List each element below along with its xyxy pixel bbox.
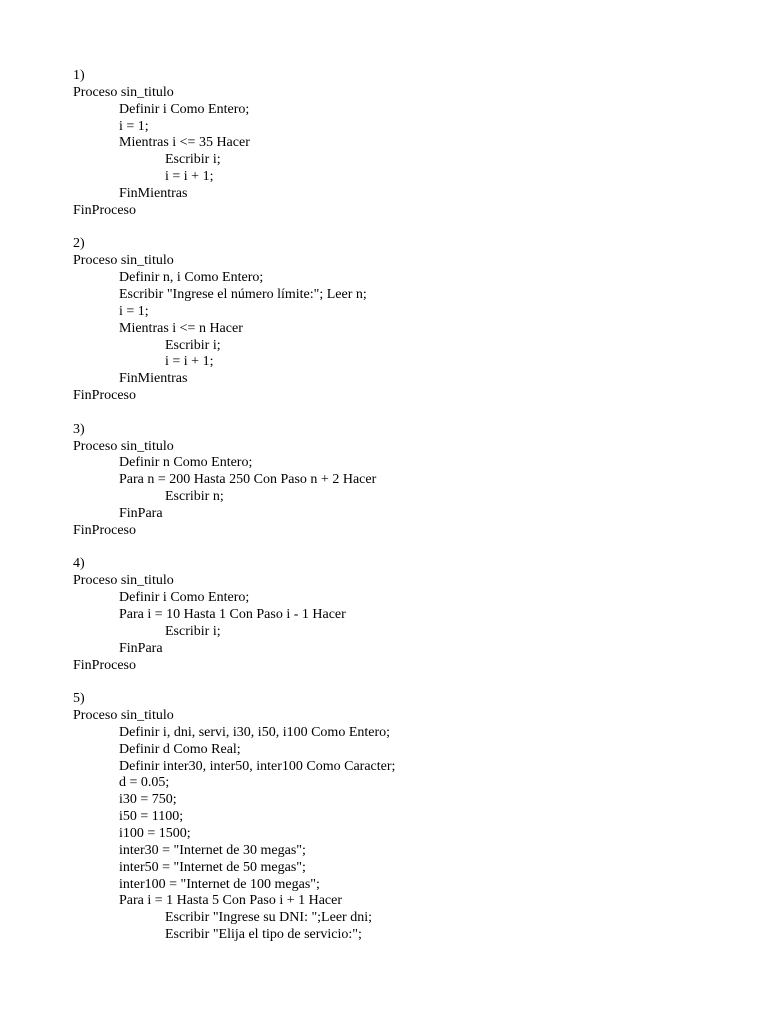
code-line: FinPara (119, 640, 163, 656)
exercise-block (73, 556, 733, 674)
code-line: Proceso sin_titulo (73, 438, 174, 454)
blank-line (73, 220, 733, 237)
code-line: Escribir i; (165, 337, 221, 353)
exercise-block (73, 422, 733, 540)
code-line: Definir n, i Como Entero; (119, 270, 264, 286)
code-line: i = 1; (119, 118, 149, 134)
code-line: Definir i Como Entero; (119, 101, 250, 117)
code-line: Definir i Como Entero; (119, 590, 250, 606)
code-line: Escribir i; (165, 152, 221, 168)
code-line: Escribir "Elija el tipo de servicio:"; (165, 927, 362, 943)
code-line: Escribir n; (165, 489, 224, 505)
code-line: i = i + 1; (165, 169, 214, 185)
blank-line (73, 540, 733, 557)
code-line: FinProceso (73, 522, 136, 538)
code-line: i30 = 750; (119, 792, 177, 808)
exercise-number: 3) (73, 421, 85, 437)
code-line: i = 1; (119, 303, 149, 319)
code-line: Escribir "Ingrese su DNI: ";Leer dni; (165, 910, 372, 926)
exercise-list (73, 68, 733, 944)
exercise-block (73, 236, 733, 404)
code-line: FinProceso (73, 388, 136, 404)
code-line: Proceso sin_titulo (73, 708, 174, 724)
code-line: Proceso sin_titulo (73, 573, 174, 589)
code-line: Mientras i <= 35 Hacer (119, 135, 250, 151)
exercise-number: 2) (73, 236, 85, 252)
exercise-number: 5) (73, 691, 85, 707)
code-line: d = 0.05; (119, 775, 170, 791)
exercise-block (73, 68, 733, 220)
code-line: Escribir i; (165, 623, 221, 639)
code-line: inter100 = "Internet de 100 megas"; (119, 876, 320, 892)
code-line: inter50 = "Internet de 50 megas"; (119, 859, 306, 875)
exercise-block (73, 691, 733, 944)
code-line: FinProceso (73, 657, 136, 673)
code-line: FinMientras (119, 371, 188, 387)
code-line: i50 = 1100; (119, 809, 184, 825)
document-page (73, 68, 733, 944)
code-line: Escribir "Ingrese el número límite:"; Leer n; (119, 286, 367, 302)
code-line: FinPara (119, 505, 163, 521)
exercise-number: 4) (73, 556, 85, 572)
code-line: i100 = 1500; (119, 825, 191, 841)
code-line: Proceso sin_titulo (73, 253, 174, 269)
blank-line (73, 405, 733, 422)
code-line: Para i = 10 Hasta 1 Con Paso i - 1 Hacer (119, 607, 346, 622)
code-line: Definir i, dni, servi, i30, i50, i100 Como Entero; (119, 724, 391, 740)
code-line: i = i + 1; (165, 354, 214, 370)
code-line: FinMientras (119, 185, 188, 201)
code-line: Mientras i <= n Hacer (119, 320, 243, 336)
code-line: Para i = 1 Hasta 5 Con Paso i + 1 Hacer (119, 893, 343, 909)
blank-line (73, 674, 733, 691)
code-line: inter30 = "Internet de 30 megas"; (119, 842, 306, 858)
code-line: Definir n Como Entero; (119, 455, 253, 471)
code-line: FinProceso (73, 202, 136, 218)
code-line: Definir inter30, inter50, inter100 Como Caracter; (119, 758, 396, 774)
code-line: Definir d Como Real; (119, 741, 241, 757)
code-line: Proceso sin_titulo (73, 84, 174, 100)
code-line: Para n = 200 Hasta 250 Con Paso n + 2 Hacer (119, 472, 377, 488)
exercise-number: 1) (73, 68, 85, 83)
